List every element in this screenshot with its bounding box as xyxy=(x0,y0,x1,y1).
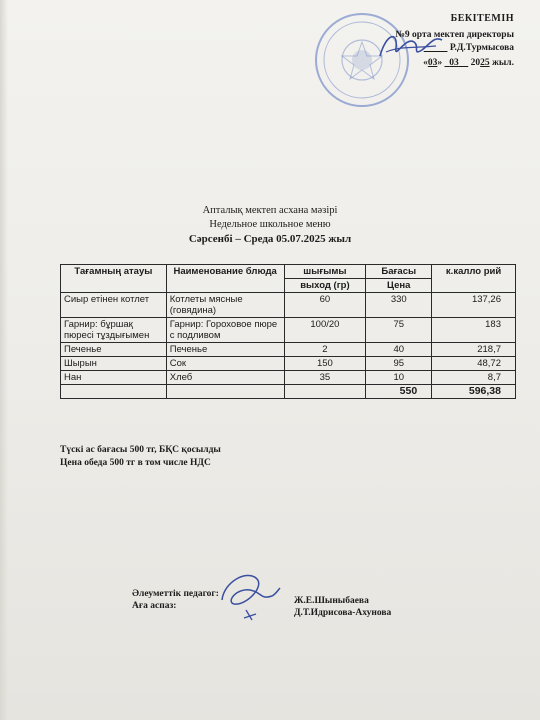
cell-yield: 60 xyxy=(284,293,366,318)
approval-date-year: 25 xyxy=(480,58,490,68)
menu-title-ru: Недельное школьное меню xyxy=(209,219,331,230)
cell-name-kz: Печенье xyxy=(61,343,167,357)
cell-kcal: 8,7 xyxy=(432,371,516,385)
approval-date-day: 03 xyxy=(427,58,438,68)
table-row xyxy=(61,293,516,318)
name-social-pedagogue: Ж.Е.Шыныбаева xyxy=(294,596,369,606)
cell-name-ru: Сок xyxy=(166,357,284,371)
total-kcal: 596,38 xyxy=(432,385,516,399)
cell-name-ru: Хлеб xyxy=(166,371,284,385)
menu-header xyxy=(0,204,540,246)
cell-name-kz: Гарнир: бұршақ пюресі тұздығымен xyxy=(61,318,167,343)
table-row xyxy=(61,318,516,343)
table-row xyxy=(61,371,516,385)
table-header-row xyxy=(61,265,516,279)
cell-yield: 2 xyxy=(284,343,366,357)
header-yield-ru: выход (гр) xyxy=(284,279,366,293)
signature-names xyxy=(294,595,391,619)
price-note-ru: Цена обеда 500 тг в том числе НДС xyxy=(60,458,211,468)
cell-name-kz: Шырын xyxy=(61,357,167,371)
menu-day: Сәрсенбі – Среда 05.07.2025 жыл xyxy=(188,233,352,245)
price-note-kz: Түскі ас бағасы 500 тг, БҚС қосылды xyxy=(60,445,221,455)
cell-price: 40 xyxy=(366,343,432,357)
cell-yield: 35 xyxy=(284,371,366,385)
cell-price: 10 xyxy=(366,371,432,385)
cell-name-kz: Сиыр етінен котлет xyxy=(61,293,167,318)
table-total-row xyxy=(61,385,516,399)
approval-date: «03» 03 2025 жыл. xyxy=(423,58,514,68)
approval-position: №9 орта мектеп директоры xyxy=(395,30,514,40)
cell-price: 75 xyxy=(366,318,432,343)
approval-director-name: Р.Д.Турмысова xyxy=(449,43,514,53)
header-kcal: к.калло рий xyxy=(432,265,516,293)
table-row xyxy=(61,343,516,357)
menu-title-kz: Апталық мектеп асхана мәзірі xyxy=(202,205,338,216)
header-name-kz: Тағамның атауы xyxy=(61,265,167,293)
header-price-ru: Цена xyxy=(366,279,432,293)
header-price-kz: Бағасы xyxy=(366,265,432,279)
approval-block xyxy=(324,12,514,70)
name-head-cook: Д.Т.Идрисова-Ахунова xyxy=(294,608,392,618)
role-social-pedagogue: Әлеуметтік педагог: xyxy=(132,589,219,599)
role-head-cook: Аға аспаз: xyxy=(132,601,177,611)
table-row xyxy=(61,357,516,371)
cell-yield: 150 xyxy=(284,357,366,371)
header-yield-kz: шығымы xyxy=(284,265,366,279)
cell-price: 95 xyxy=(366,357,432,371)
cell-name-ru: Котлеты мясные (говядина) xyxy=(166,293,284,318)
approval-director-line xyxy=(324,42,514,55)
cell-kcal: 48,72 xyxy=(432,357,516,371)
cell-name-ru: Печенье xyxy=(166,343,284,357)
total-price: 550 xyxy=(366,385,432,399)
staff-signature xyxy=(216,566,282,626)
signature-roles xyxy=(132,588,219,612)
cell-name-kz: Нан xyxy=(61,371,167,385)
header-name-ru: Наименование блюда xyxy=(166,265,284,293)
cell-kcal: 183 xyxy=(432,318,516,343)
price-note xyxy=(60,444,221,470)
menu-table xyxy=(60,264,516,399)
cell-yield: 100/20 xyxy=(284,318,366,343)
approval-date-month: 03 xyxy=(449,58,459,68)
cell-name-ru: Гарнир: Гороховое пюре с подливом xyxy=(166,318,284,343)
cell-price: 330 xyxy=(366,293,432,318)
cell-kcal: 218,7 xyxy=(432,343,516,357)
approval-title: БЕКІТЕМІН xyxy=(450,13,514,24)
cell-kcal: 137,26 xyxy=(432,293,516,318)
